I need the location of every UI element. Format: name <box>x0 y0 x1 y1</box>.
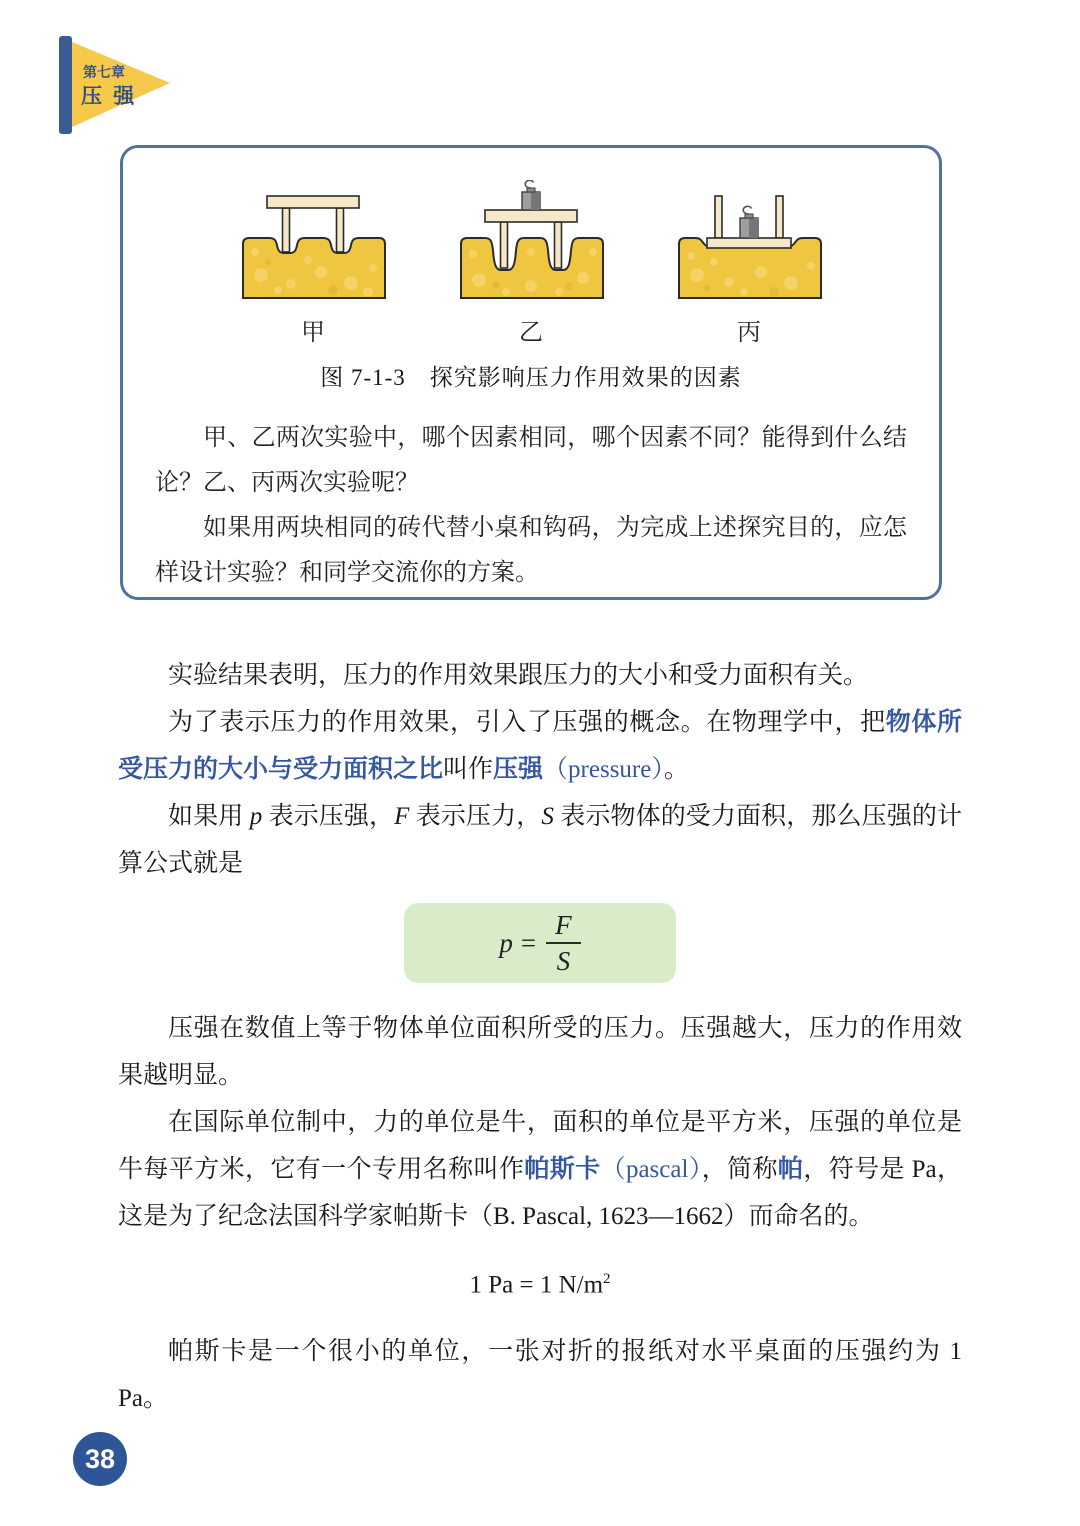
text-run: ，符号是 Pa，这是为了纪念法国科学家帕斯卡（B. Pascal, 1623—1662）而命名的。 <box>118 1156 962 1230</box>
pascal-definition-formula <box>118 1256 962 1308</box>
sponge-table-weight-icon <box>451 180 611 305</box>
question-paragraph: 甲、乙两次实验中，哪个因素相同，哪个因素不同？能得到什么结论？乙、丙两次实验呢？ <box>155 425 907 496</box>
body-paragraph <box>118 1099 962 1240</box>
key-term-pressure: 压强 <box>493 755 544 783</box>
english-term-pressure: （pressure） <box>543 756 664 783</box>
text-run: 。 <box>663 756 689 783</box>
experiment-diagram-yi <box>451 180 611 347</box>
activity-questions <box>155 416 907 596</box>
key-term-pa: 帕 <box>777 1155 804 1183</box>
formula-superscript: 2 <box>603 1271 611 1287</box>
text-run: 表示压力， <box>409 803 542 830</box>
text-run: 表示物体的受力面积，那么压强的计算公式就是 <box>118 803 962 877</box>
experiment-diagram-jia <box>233 180 393 347</box>
chapter-number: 第七章 <box>83 66 125 81</box>
figure-caption: 图 7-1-3 探究影响压力作用效果的因素 <box>320 365 742 390</box>
diagram-label-bing: 丙 <box>737 320 761 346</box>
english-term-pascal: （pascal） <box>600 1156 702 1183</box>
question-paragraph: 如果用两块相同的砖代替小桌和钩码，为完成上述探究目的，应怎样设计实验？和同学交流你的方案。 <box>155 515 907 586</box>
sponge-inverted-table-icon <box>669 180 829 305</box>
text-run: 如果用 <box>168 803 250 830</box>
main-text <box>118 652 962 1422</box>
formula-denominator: S <box>556 946 571 976</box>
variable-p: p <box>249 803 263 830</box>
hook-weight-icon <box>522 180 540 210</box>
body-paragraph: 实验结果表明，压力的作用效果跟压力的大小和受力面积有关。 <box>168 662 869 689</box>
formula-text: 1 Pa = 1 N/m <box>469 1271 604 1299</box>
page-number-badge: 38 <box>73 1432 127 1486</box>
experiment-diagram-bing <box>669 180 829 347</box>
variable-F: F <box>394 803 410 830</box>
body-paragraph <box>118 699 962 793</box>
variable-S: S <box>541 803 554 830</box>
formula-lhs: p <box>499 927 513 958</box>
text-run: 为了表示压力的作用效果，引入了压强的概念。在物理学中，把 <box>168 709 886 736</box>
text-run: ，简称 <box>701 1156 778 1183</box>
chapter-pennant-icon <box>56 34 188 138</box>
key-term-definition: 物体所受压力的大小与受力面积之比 <box>118 708 962 783</box>
text-run: 表示压强， <box>262 803 395 830</box>
body-paragraph <box>118 793 962 887</box>
chapter-banner <box>56 34 188 138</box>
diagram-label-yi: 乙 <box>519 320 543 346</box>
sponge-table-icon <box>233 180 393 305</box>
formula-equals: = <box>520 927 537 958</box>
body-paragraph: 压强在数值上等于物体单位面积所受的压力。压强越大，压力的作用效果越明显。 <box>118 1015 962 1089</box>
formula-numerator: F <box>546 910 581 944</box>
experiment-diagrams-row <box>123 180 939 347</box>
key-term-pascal: 帕斯卡 <box>524 1155 601 1183</box>
activity-box <box>120 145 942 600</box>
body-paragraph: 帕斯卡是一个很小的单位，一张对折的报纸对水平桌面的压强约为 1 Pa。 <box>118 1338 962 1413</box>
pressure-formula-box <box>404 903 676 983</box>
hook-weight-icon <box>740 206 758 238</box>
diagram-label-jia: 甲 <box>301 320 325 346</box>
chapter-title: 压 强 <box>81 84 138 108</box>
text-run: 叫作 <box>443 756 494 783</box>
formula-fraction <box>546 910 581 976</box>
text-run: 在国际单位制中，力的单位是牛，面积的单位是平方米，压强的单位是牛每平方米，它有一个专用名称叫作 <box>118 1109 962 1183</box>
